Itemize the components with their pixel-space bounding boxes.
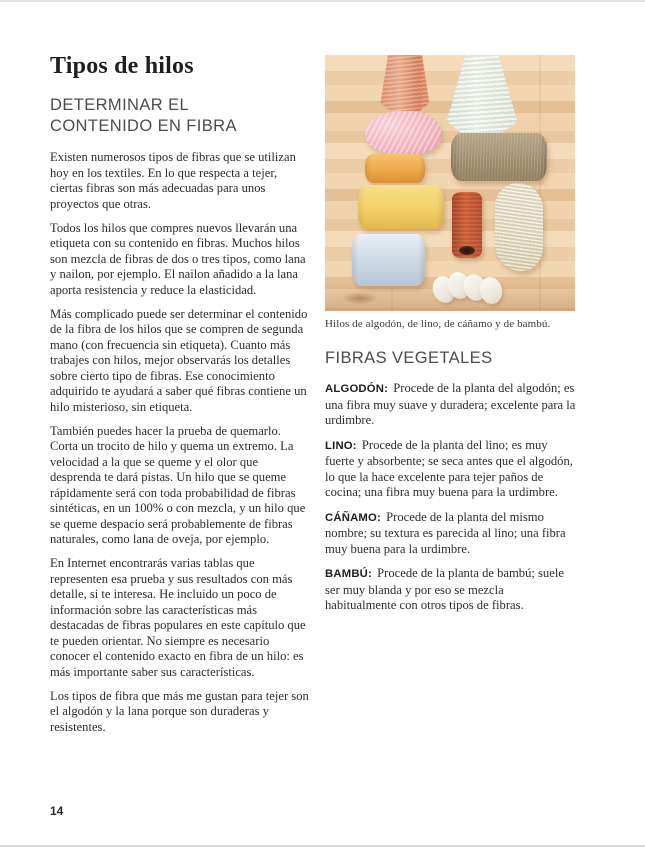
photo-caption: Hilos de algodón, de lino, de cáñamo y de bambú. [325,318,551,330]
yarn-photo [325,55,575,311]
page-number: 14 [50,804,64,818]
yellow-yarn-cylinder [358,185,444,229]
fiber-definition: Procede de la planta del lino; es muy fuerte y absorbente; se seca antes que el algodón, lo que la hace excelente para tejer paños de cocina; una fibra muy buena para la urdimbre. [325,437,573,500]
white-yarn-twist [433,271,507,305]
salmon-yarn-cone [380,55,430,112]
intro-paragraph: En Internet encontrarás varias tablas que representen esa prueba y sus resultados con más detalle, si te interesa. He incluido un poco de información sobre las características más destacadas de fibras populares en este capítulo que te pueden orientar. No siempre es necesario conocer el contenido exacto en fibra de un hilo: es más importante saber sus características. [50,556,306,679]
pink-yarn-skein [365,111,441,155]
left-column [50,53,312,744]
amber-yarn-cylinder [365,154,425,183]
fiber-term: BAMBÚ: [325,568,373,581]
fiber-entry-canamo [325,510,578,558]
intro-paragraph: Todos los hilos que compres nuevos llevarán una etiqueta con su contenido en fibras. Muchos hilos son mezcla de fibras de dos o tres tipos, como lana y nailon, por ejemplo. El nailon añadido a la lana aporta resistencia y reduce la elasticidad. [50,220,306,297]
fiber-term: ALGODÓN: [325,383,389,396]
intro-paragraph: Existen numerosos tipos de fibras que se utilizan hoy en los textiles. En lo que respecta a tejer, ciertas fibras son más adecuadas para unos proyectos que otras. [50,150,296,211]
intro-paragraph: Los tipos de fibra que más me gustan para tejer son el algodón y la lana porque son duraderas y resistentes. [50,688,309,734]
rust-yarn-spool [452,192,482,258]
page-top-edge [0,0,645,2]
fiber-entry-bambu [325,566,578,614]
fiber-definition: Procede de la planta de bambú; suele ser muy blanda y por eso se mezcla habitualmente con otros tipos de fibras. [325,566,564,613]
intro-paragraph: También puedes hacer la prueba de quemarlo. Corta un trocito de hilo y quema un extremo. La velocidad a la que se queme y el olor que desprenda te dará pistas. Un hilo que se queme rápidamente será con toda probabilidad de fibras sintéticas, en un 100% o con mezcla, y un hilo que se queme despacio será probablemente de fibras naturales, como lana de oveja, por ejemplo. [50,423,306,547]
spool-hole [459,246,475,255]
yarn-figure [325,55,575,330]
fiber-term: CÁÑAMO: [325,511,381,524]
fiber-definition: Procede de la planta del algodón; es una fibra muy suave y duradera; excelente para la urdimbre. [325,381,576,428]
page-title: Tipos de hilos [50,53,194,79]
page-bottom-edge [0,845,645,847]
blue-yarn-cylinder [352,234,425,286]
fiber-entry-algodon [325,381,578,429]
vegetal-fibers-section [325,348,578,623]
fiber-definition: Procede de la planta del mismo nombre; su textura es parecida al lino; una fibra muy buena para la urdimbre. [325,509,566,556]
section-heading-fiber-content: DETERMINAR EL CONTENIDO EN FIBRA [50,96,237,136]
intro-paragraph: Más complicado puede ser determinar el contenido de la fibra de los hilos que se compren de segunda mano (con frecuencia sin etiqueta). Cuanto más trabajes con hilos, mejor observarás los detalles sobre cierto tipo de fibras. Ese conocimiento adquirido te ayudará a saber qué fibras contiene un hilo misterioso, sin etiqueta. [50,306,308,414]
fiber-term: LINO: [325,439,357,452]
section-heading-vegetal-fibers: FIBRAS VEGETALES [325,349,493,367]
white-yarn-cone [446,55,518,134]
cream-yarn-skein [495,183,543,271]
hemp-yarn-cylinder [451,133,547,181]
fiber-entry-lino [325,438,578,501]
